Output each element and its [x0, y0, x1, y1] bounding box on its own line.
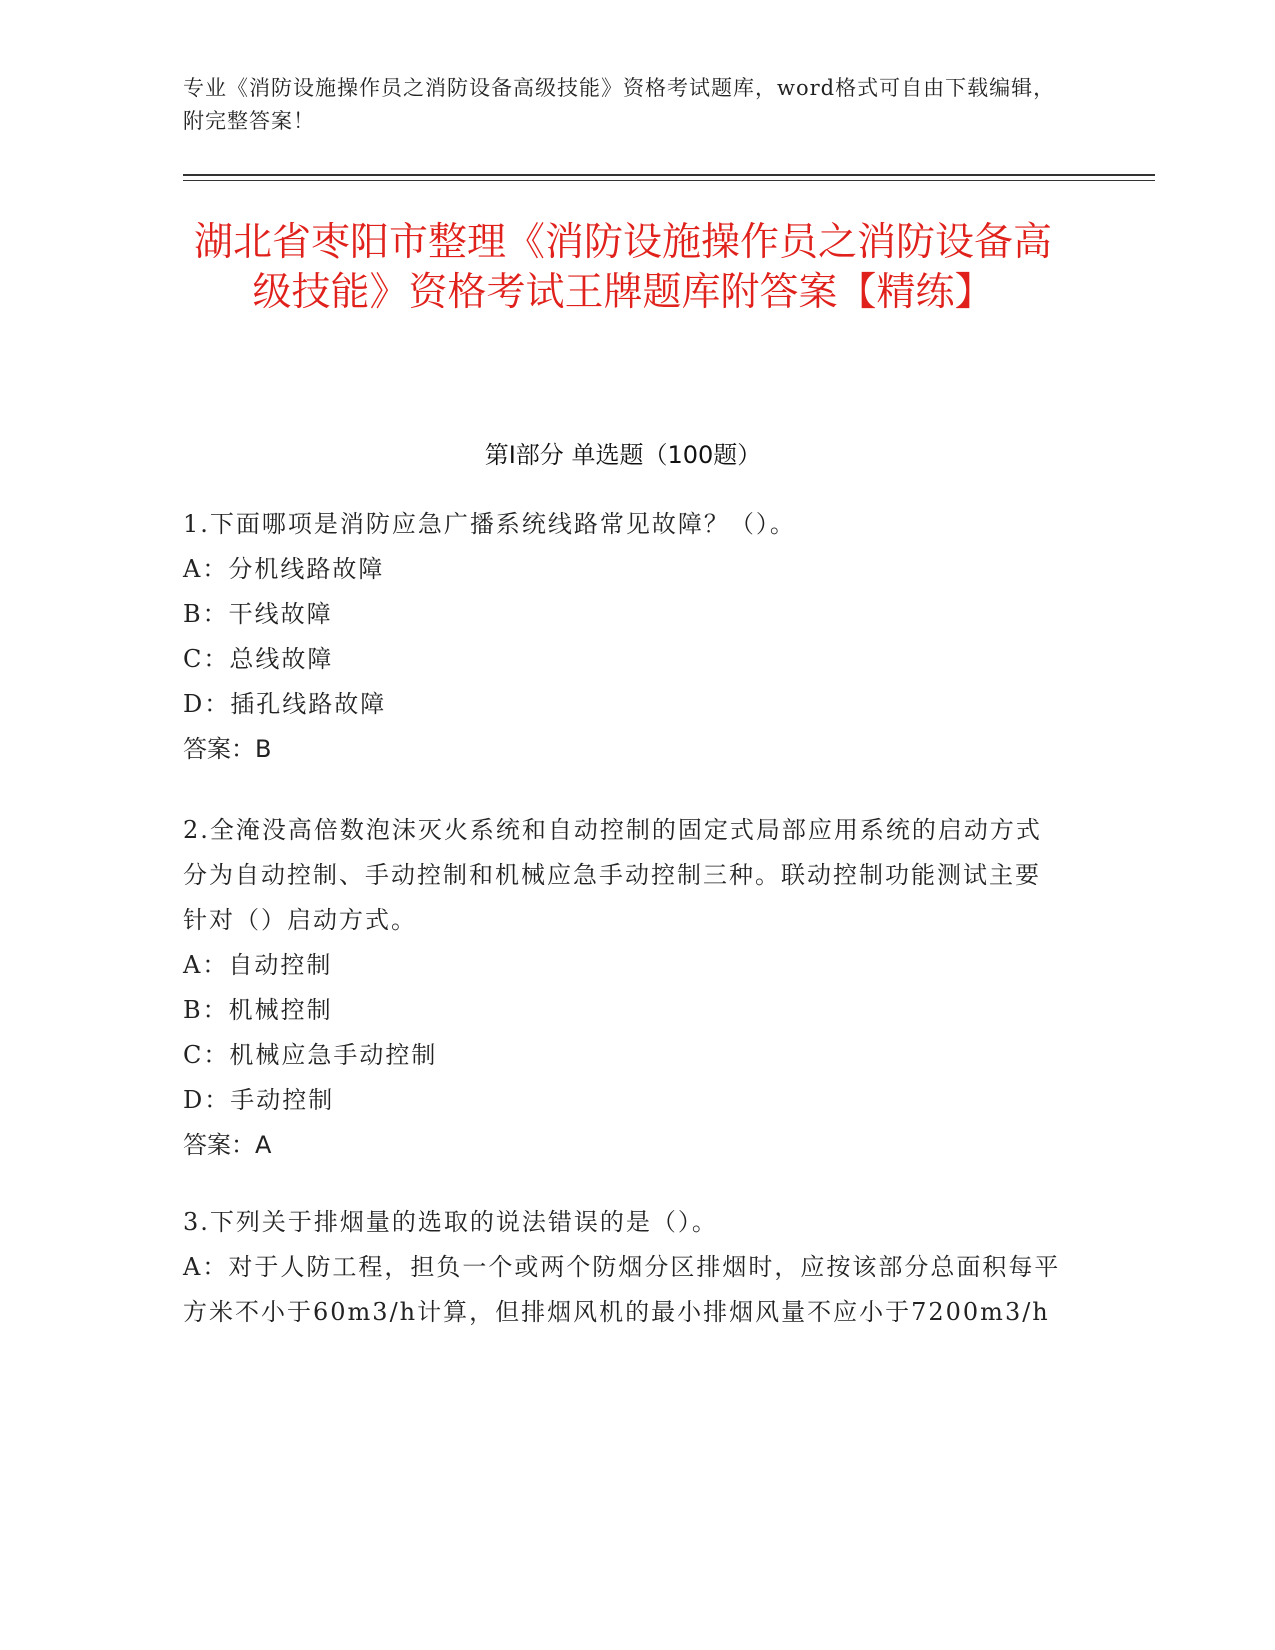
- option-a: A：对于人防工程，担负一个或两个防烟分区排烟时，应按该部分总面积每平方米不小于60m3/h计算，但排烟风机的最小排烟风量不应小于7200m3/h: [183, 1253, 1061, 1326]
- header-divider: [183, 174, 1155, 176]
- option-a: A：自动控制: [183, 951, 333, 979]
- option-d: D：插孔线路故障: [183, 690, 387, 718]
- option-b: B：干线故障: [183, 600, 333, 628]
- question-2: [183, 808, 1063, 1168]
- document-title: 湖北省枣阳市整理《消防设施操作员之消防设备高级技能》资格考试王牌题库附答案【精练】: [193, 220, 1052, 315]
- option-c: C：总线故障: [183, 645, 334, 673]
- question-1: [183, 502, 1063, 772]
- answer: 答案：B: [183, 735, 272, 763]
- section-heading: 第Ⅰ部分 单选题（100题）: [484, 441, 762, 469]
- option-d: D：手动控制: [183, 1086, 335, 1114]
- option-a: A：分机线路故障: [183, 555, 385, 583]
- question-stem: 2.全淹没高倍数泡沫灭火系统和自动控制的固定式局部应用系统的启动方式分为自动控制、手动控制和机械应急手动控制三种。联动控制功能测试主要针对（）启动方式。: [183, 816, 1042, 934]
- option-b: B：机械控制: [183, 996, 333, 1024]
- question-3: [183, 1200, 1063, 1335]
- answer: 答案：A: [183, 1131, 272, 1159]
- header-note: 专业《消防设施操作员之消防设备高级技能》资格考试题库，word格式可自由下载编辑，附完整答案！: [183, 76, 1056, 133]
- option-c: C：机械应急手动控制: [183, 1041, 438, 1069]
- header-divider-thin: [183, 180, 1155, 181]
- question-stem: 1.下面哪项是消防应急广播系统线路常见故障？（）。: [183, 510, 796, 538]
- question-stem: 3.下列关于排烟量的选取的说法错误的是（）。: [183, 1208, 718, 1236]
